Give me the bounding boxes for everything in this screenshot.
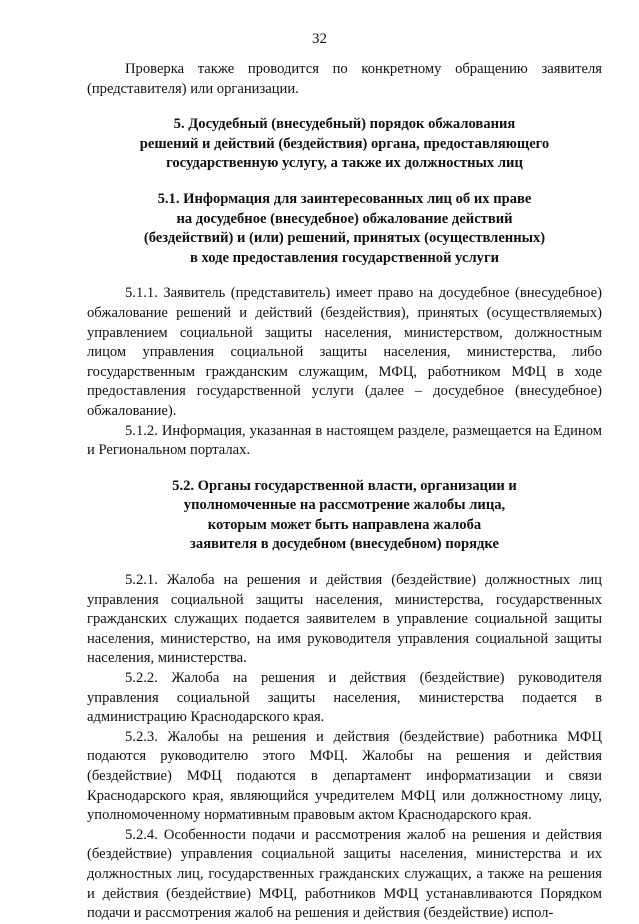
heading-line: заявителя в досудебном (внесудебном) порядке	[190, 536, 499, 553]
page-number: 32	[312, 31, 327, 47]
heading-line: (бездействий) и (или) решений, принятых (осуществленных)	[143, 230, 546, 247]
paragraph-5-2-2: 5.2.2. Жалоба на решения и действия (бездействие) руководителя управления социальной защиты населения, министерства подается в администрацию Краснодарского края.	[87, 670, 602, 726]
heading-line: на досудебное (внесудебное) обжалование действий	[176, 210, 513, 227]
heading-line: решений и действий (бездействия) органа, предоставляющего	[139, 135, 550, 152]
paragraph-5-2-1: 5.2.1. Жалоба на решения и действия (бездействие) должностных лиц управления социальной защиты населения, министерства, государственных гражданских служащих подается заявителем в управление социальной защиты населения, министерство, на имя руководителя управления социальной защиты населения, министерства.	[87, 572, 602, 667]
paragraph-5-1-2: 5.1.2. Информация, указанная в настоящем разделе, размещается на Едином и Региональном порталах.	[87, 422, 602, 459]
section-5-1-heading	[87, 190, 602, 268]
paragraph-5-2-3: 5.2.3. Жалобы на решения и действия (бездействие) работника МФЦ подаются руководителю этого МФЦ. Жалобы на решения и действия (бездействие) МФЦ подаются в департамент информатизации и связи Краснодарского края, являющийся учредителем МФЦ или должностному лицу, уполномоченному нормативным правовым актом Краснодарского края.	[87, 728, 602, 824]
heading-line: 5. Досудебный (внесудебный) порядок обжалования	[173, 116, 516, 133]
section-5-heading	[87, 115, 602, 174]
heading-line: 5.2. Органы государственной власти, организации и	[172, 477, 517, 494]
intro-paragraph: Проверка также проводится по конкретному обращению заявителя (представителя) или организации.	[87, 61, 602, 97]
section-5-2-heading	[87, 477, 602, 555]
heading-line: государственную услугу, а также их должностных лиц	[166, 155, 523, 172]
heading-line: в ходе предоставления государственной услуги	[189, 249, 500, 266]
heading-line: уполномоченные на рассмотрение жалобы лица,	[183, 497, 506, 514]
heading-line: которым может быть направлена жалоба	[207, 516, 482, 533]
document-body	[87, 60, 602, 924]
heading-line: 5.1. Информация для заинтересованных лиц об их праве	[157, 190, 532, 207]
paragraph-5-1-1: 5.1.1. Заявитель (представитель) имеет право на досудебное (внесудебное) обжалование решений и действий (бездействия), принятых (осуществляемых) управлением социальной защиты населения, министерством, должностным лицом управления социальной защиты населения, министерства, либо государственным гражданским служащим, МФЦ, работником МФЦ в ходе предоставления государственной услуги (далее – досудебное (внесудебное) обжалование).	[87, 285, 602, 419]
paragraph-5-2-4: 5.2.4. Особенности подачи и рассмотрения жалоб на решения и действия (бездействие) управления социальной защиты населения, министерства и их должностных лиц, государственных гражданских служащих, а также на решения и действия (бездействие) МФЦ, работников МФЦ устанавливаются Порядком подачи и рассмотрения жалоб на решения и действия (бездействие) испол-	[87, 826, 602, 922]
